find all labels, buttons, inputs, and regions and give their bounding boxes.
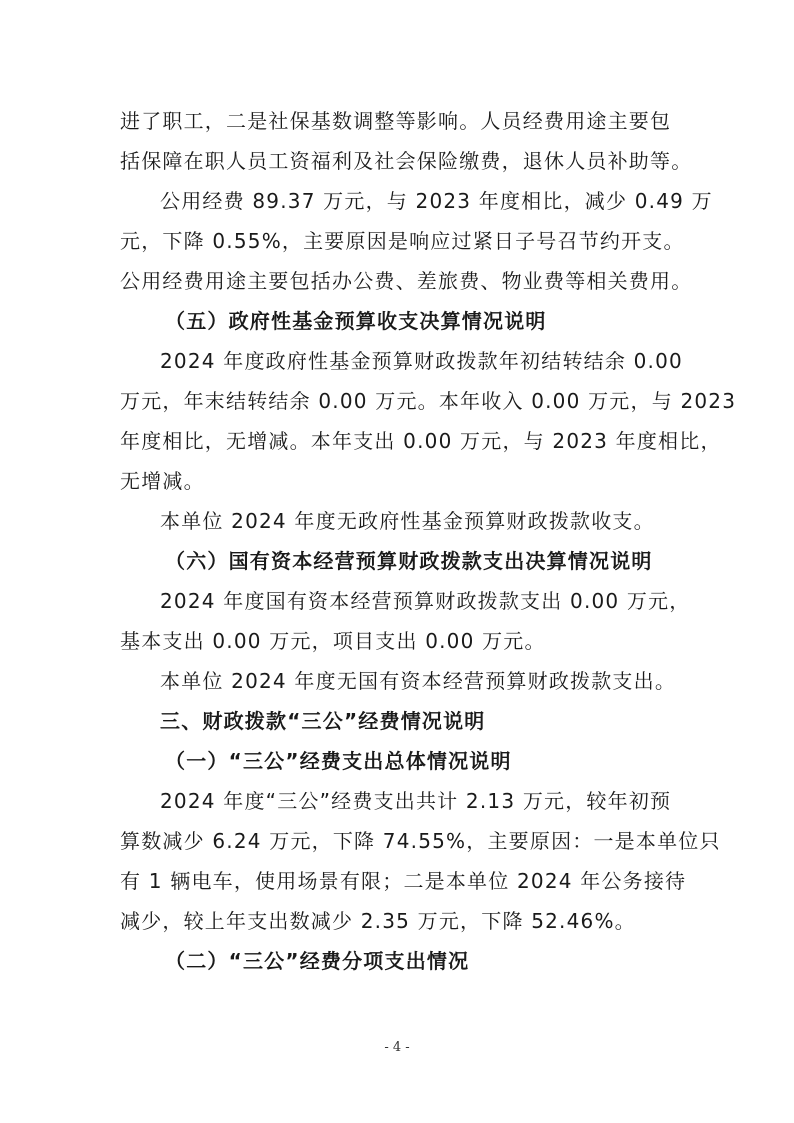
paragraph-line: 基本支出 0.00 万元，项目支出 0.00 万元。: [120, 629, 546, 653]
paragraph-line: 算数减少 6.24 万元，下降 74.55%，主要原因：一是本单位只: [120, 829, 721, 853]
section-heading-5: （五）政府性基金预算收支决算情况说明: [165, 309, 547, 333]
paragraph-line: 进了职工，二是社保基数调整等影响。人员经费用途主要包: [120, 109, 672, 133]
paragraph-line: 2024 年度国有资本经营预算财政拨款支出 0.00 万元，: [160, 589, 691, 613]
page-number: - 4 -: [384, 1040, 410, 1055]
paragraph-line: 年度相比，无增减。本年支出 0.00 万元，与 2023 年度相比，: [120, 429, 722, 453]
paragraph-line: 公用经费用途主要包括办公费、差旅费、物业费等相关费用。: [120, 269, 693, 293]
paragraph-line: 减少，较上年支出数减少 2.35 万元，下降 52.46%。: [120, 909, 636, 933]
section-heading-3-2: （二）“三公”经费分项支出情况: [165, 949, 470, 973]
paragraph-line: 万元，年末结转结余 0.00 万元。本年收入 0.00 万元，与 2023: [120, 389, 737, 413]
section-heading-6: （六）国有资本经营预算财政拨款支出决算情况说明: [165, 549, 653, 573]
paragraph-line: 本单位 2024 年度无国有资本经营预算财政拨款支出。: [160, 669, 677, 693]
paragraph-line: 元，下降 0.55%，主要原因是响应过紧日子号召节约开支。: [120, 229, 685, 253]
paragraph-line: 有 1 辆电车，使用场景有限；二是本单位 2024 年公务接待: [120, 869, 687, 893]
paragraph-line: 本单位 2024 年度无政府性基金预算财政拨款收支。: [160, 509, 655, 533]
paragraph-line: 公用经费 89.37 万元，与 2023 年度相比，减少 0.49 万: [160, 189, 713, 213]
paragraph-line: 括保障在职人员工资福利及社会保险缴费，退休人员补助等。: [120, 149, 693, 173]
paragraph-line: 无增减。: [120, 469, 205, 493]
section-heading-3: 三、财政拨款“三公”经费情况说明: [160, 709, 486, 733]
paragraph-line: 2024 年度“三公”经费支出共计 2.13 万元，较年初预: [160, 789, 672, 813]
section-heading-3-1: （一）“三公”经费支出总体情况说明: [165, 749, 512, 773]
paragraph-line: 2024 年度政府性基金预算财政拨款年初结转结余 0.00: [160, 349, 683, 373]
